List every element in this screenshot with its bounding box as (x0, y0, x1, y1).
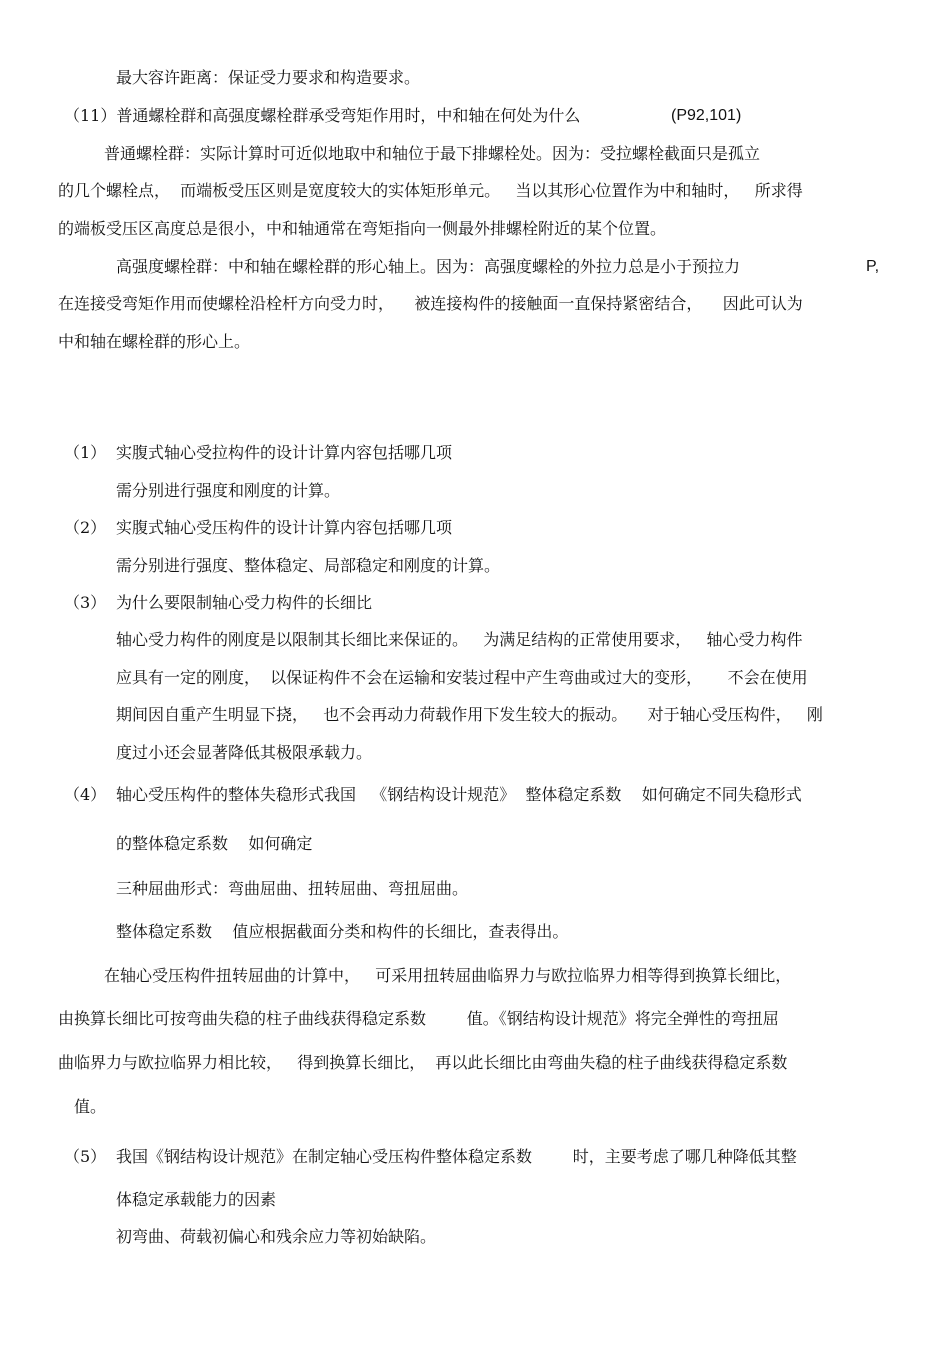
text-line: 最大容许距离：保证受力要求和构造要求。 (116, 68, 421, 87)
text-line: 的端板受压区高度总是很小，中和轴通常在弯矩指向一侧最外排螺栓附近的某个位置。 (58, 219, 667, 238)
answer-line: 初弯曲、荷载初偏心和残余应力等初始缺陷。 (116, 1227, 437, 1246)
text-line: 在连接受弯矩作用而使螺栓沿栓杆方向受力时， 被连接构件的接触面一直保持紧密结合， 因此可认为 (58, 294, 803, 313)
text-line: 普通螺栓群：实际计算时可近似地取中和轴位于最下排螺栓处。因为：受拉螺栓截面只是孤立 (104, 144, 761, 163)
question-heading: 实腹式轴心受压构件的设计计算内容包括哪几项 (116, 518, 453, 537)
text-line: 曲临界力与欧拉临界力相比较， 得到换算长细比， 再以此长细比由弯曲失稳的柱子曲线获得稳定系数 (58, 1053, 788, 1072)
text-line: 值。 (74, 1097, 107, 1116)
answer-line: 度过小还会显著降低其极限承载力。 (116, 743, 373, 762)
answer-line: 三种屈曲形式：弯曲屈曲、扭转屈曲、弯扭屈曲。 (116, 879, 469, 898)
question-number: （2） (64, 518, 107, 537)
text-line: P, (866, 258, 880, 275)
page-reference: (P92,101) (671, 107, 742, 124)
question-heading: 为什么要限制轴心受力构件的长细比 (116, 593, 373, 612)
answer-line: 轴心受力构件的刚度是以限制其长细比来保证的。 为满足结构的正常使用要求， 轴心受力构件 (116, 630, 803, 649)
answer-line: 需分别进行强度和刚度的计算。 (116, 481, 341, 500)
answer-line: 应具有一定的刚度， 以保证构件不会在运输和安装过程中产生弯曲或过大的变形， 不会在使用 (116, 668, 808, 687)
question-heading: 轴心受压构件的整体失稳形式我国 《钢结构设计规范》 整体稳定系数 如何确定不同失稳形式 (116, 785, 802, 804)
question-number: （4） (64, 785, 107, 804)
answer-line: 期间因自重产生明显下挠， 也不会再动力荷载作用下发生较大的振动。 对于轴心受压构件， 刚 (116, 705, 823, 724)
question-heading: 的整体稳定系数 如何确定 (116, 834, 313, 853)
question-number: （3） (64, 593, 107, 612)
question-heading: 实腹式轴心受拉构件的设计计算内容包括哪几项 (116, 443, 453, 462)
answer-line: 整体稳定系数 值应根据截面分类和构件的长细比，查表得出。 (116, 922, 569, 941)
text-line: 中和轴在螺栓群的形心上。 (58, 332, 251, 351)
text-line: 由换算长细比可按弯曲失稳的柱子曲线获得稳定系数 值。《钢结构设计规范》将完全弹性的弯扭屈 (58, 1009, 779, 1028)
question-number: （5） (64, 1147, 107, 1166)
question-number: （1） (64, 443, 107, 462)
text-line: 的几个螺栓点， 而端板受压区则是宽度较大的实体矩形单元。 当以其形心位置作为中和轴时， 所求得 (58, 181, 803, 200)
question-heading: （11）普通螺栓群和高强度螺栓群承受弯矩作用时，中和轴在何处为什么 (64, 106, 581, 125)
question-heading: 我国《钢结构设计规范》在制定轴心受压构件整体稳定系数 时，主要考虑了哪几种降低其整 (116, 1147, 797, 1166)
answer-line: 需分别进行强度、整体稳定、局部稳定和刚度的计算。 (116, 556, 501, 575)
text-line: 在轴心受压构件扭转屈曲的计算中， 可采用扭转屈曲临界力与欧拉临界力相等得到换算长细比， (104, 966, 792, 985)
question-heading: 体稳定承载能力的因素 (116, 1190, 277, 1209)
text-line: 高强度螺栓群：中和轴在螺栓群的形心轴上。因为：高强度螺栓的外拉力总是小于预拉力 (116, 257, 741, 276)
